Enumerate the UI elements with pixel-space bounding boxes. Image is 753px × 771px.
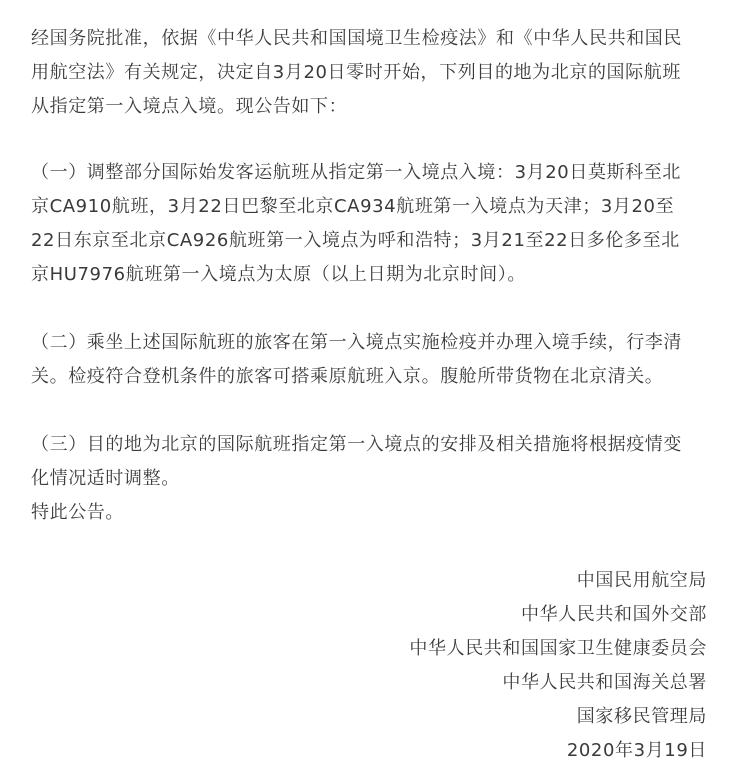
item-one-paragraph bbox=[31, 156, 721, 292]
signatory: 国家移民管理局 bbox=[576, 706, 707, 727]
intro-line: 经国务院批准，依据《中华人民共和国国境卫生检疫法》和《中华人民共和国民 bbox=[31, 28, 682, 49]
intro-line: 从指定第一入境点入境。现公告如下： bbox=[31, 96, 348, 117]
intro-paragraph bbox=[31, 22, 721, 124]
issue-date: 2020年3月19日 bbox=[566, 740, 707, 761]
item-one-line: 京CA910航班，3月22日巴黎至北京CA934航班第一入境点为天津；3月20至 bbox=[31, 196, 675, 217]
item-one-line: 京HU7976航班第一入境点为太原（以上日期为北京时间）。 bbox=[31, 264, 526, 285]
signatory: 中华人民共和国国家卫生健康委员会 bbox=[409, 638, 707, 659]
item-two-paragraph bbox=[31, 326, 721, 394]
closing-text: 特此公告。 bbox=[31, 502, 124, 523]
item-three-paragraph bbox=[31, 428, 721, 496]
item-three-line: （三）目的地为北京的国际航班指定第一入境点的安排及相关措施将根据疫情变 bbox=[31, 434, 682, 455]
item-one-line: 22日东京至北京CA926航班第一入境点为呼和浩特；3月21至22日多伦多至北 bbox=[31, 230, 680, 251]
signature-block bbox=[409, 564, 707, 768]
item-two-line: 关。检疫符合登机条件的旅客可搭乘原航班入京。腹舱所带货物在北京清关。 bbox=[31, 366, 664, 387]
closing-paragraph bbox=[31, 496, 721, 530]
signatory: 中华人民共和国外交部 bbox=[521, 604, 707, 625]
intro-line: 用航空法》有关规定，决定自3月20日零时开始，下列目的地为北京的国际航班 bbox=[31, 62, 681, 83]
item-three-line: 化情况适时调整。 bbox=[31, 468, 180, 489]
signatory: 中国民用航空局 bbox=[576, 570, 707, 591]
item-two-line: （二）乘坐上述国际航班的旅客在第一入境点实施检疫并办理入境手续，行李清 bbox=[31, 332, 682, 353]
signatory: 中华人民共和国海关总署 bbox=[502, 672, 707, 693]
item-one-line: （一）调整部分国际始发客运航班从指定第一入境点入境：3月20日莫斯科至北 bbox=[31, 162, 681, 183]
